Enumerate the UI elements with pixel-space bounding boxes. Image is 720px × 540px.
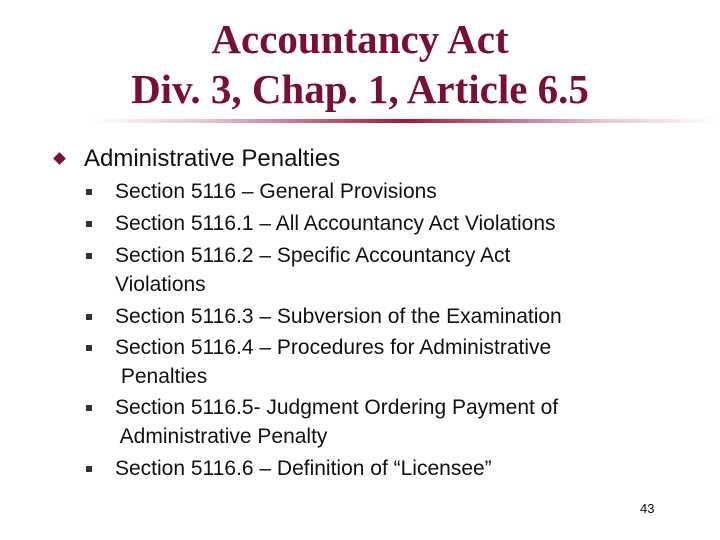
section-item-5116-2-cont: Violations (115, 273, 206, 296)
square-bullet-icon (86, 345, 92, 351)
section-item-5116-4: Section 5116.4 – Procedures for Administrative (115, 336, 552, 359)
section-item-5116: Section 5116 – General Provisions (115, 180, 437, 203)
square-bullet-icon (86, 221, 92, 227)
section-item-5116-5: Section 5116.5- Judgment Ordering Payment of (115, 396, 559, 419)
square-bullet-icon (86, 253, 92, 259)
section-item-5116-4-cont: Penalties (115, 365, 208, 388)
square-bullet-icon (86, 466, 92, 472)
title-line-1: Accountancy Act (211, 16, 509, 62)
section-item-5116-1: Section 5116.1 – All Accountancy Act Violations (115, 212, 556, 235)
section-item-5116-6: Section 5116.6 – Definition of “Licensee” (115, 457, 492, 480)
square-bullet-icon (86, 189, 92, 195)
title-line-2: Div. 3, Chap. 1, Article 6.5 (131, 66, 589, 112)
section-item-5116-2: Section 5116.2 – Specific Accountancy Act (115, 244, 511, 267)
section-item-5116-3: Section 5116.3 – Subversion of the Examination (115, 305, 562, 328)
section-item-5116-5-cont: Administrative Penalty (115, 425, 328, 448)
page-number: 43 (640, 501, 655, 516)
title-divider (90, 119, 720, 123)
square-bullet-icon (86, 314, 92, 320)
main-bullet-text: Administrative Penalties (84, 145, 341, 172)
diamond-bullet-icon (53, 152, 66, 165)
slide-title (0, 14, 720, 114)
square-bullet-icon (86, 405, 92, 411)
